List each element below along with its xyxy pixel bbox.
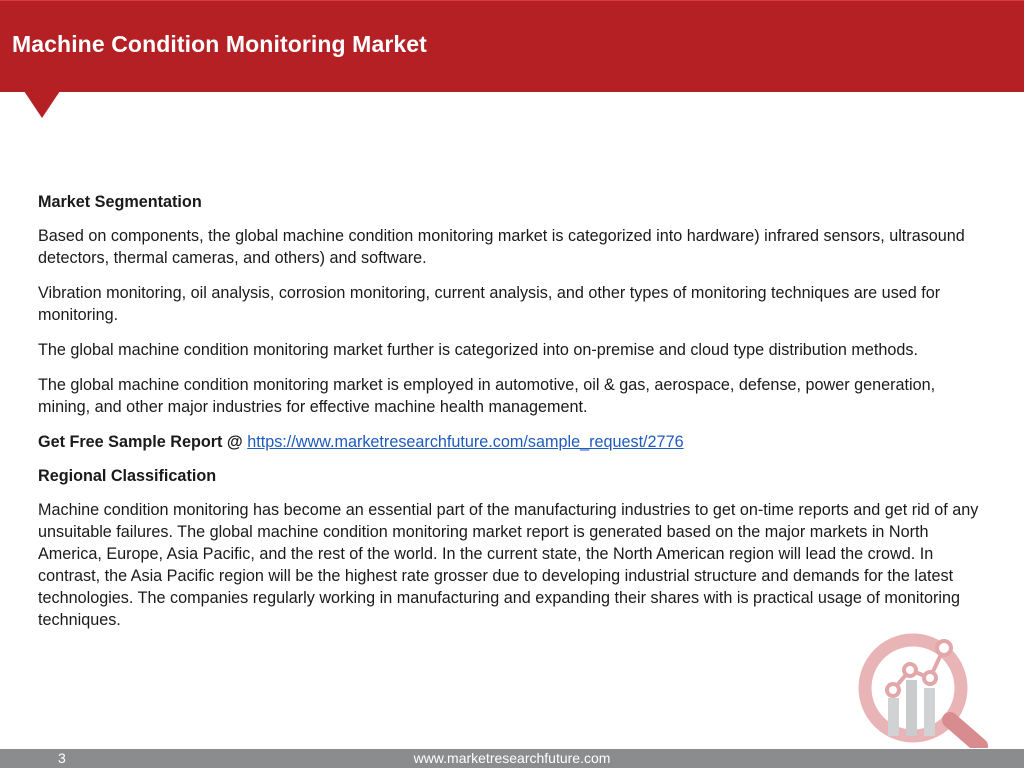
- sample-report-line: [38, 431, 988, 453]
- paragraph-industries: The global machine condition monitoring market is employed in automotive, oil & gas, aerospace, defense, power generation, mining, and other major industries for effective machine health management.: [38, 376, 936, 416]
- magnifier-chart-logo-icon: [858, 628, 994, 748]
- slide-title: Machine Condition Monitoring Market: [12, 31, 427, 57]
- paragraph-regional: Machine condition monitoring has become an essential part of the manufacturing industries to get on-time reports and get rid of any unsuitable failures. The global machine condition monitoring market report is generated based on the major markets in North America, Europe, Asia Pacific, and the rest of the world. In the current state, the North American region will lead the crowd. In contrast, the Asia Pacific region will be the highest rate grosser due to developing industrial structure and demands for the latest technologies. The companies regularly working in manufacturing and expanding their shares with is practical usage of monitoring techniques.: [38, 501, 979, 629]
- paragraph-techniques: Vibration monitoring, oil analysis, corrosion monitoring, current analysis, and other types of monitoring techniques are used for monitoring.: [38, 284, 941, 324]
- sample-report-label: Get Free Sample Report @: [38, 433, 243, 451]
- paragraph-components: Based on components, the global machine condition monitoring market is categorized into hardware) infrared sensors, ultrasound detectors, thermal cameras, and others) and software.: [38, 227, 965, 267]
- header-pointer-triangle: [24, 91, 60, 118]
- page-number: 3: [58, 750, 66, 766]
- footer-website: www.marketresearchfuture.com: [413, 750, 611, 766]
- slide-header: [0, 0, 1024, 92]
- slide-body: [38, 191, 988, 644]
- slide-footer: [0, 749, 1024, 768]
- paragraph-distribution: The global machine condition monitoring market further is categorized into on-premise and cloud type distribution methods.: [38, 341, 918, 359]
- regional-heading: Regional Classification: [38, 467, 217, 485]
- segmentation-heading: Market Segmentation: [38, 193, 202, 211]
- sample-report-link[interactable]: https://www.marketresearchfuture.com/sample_request/2776: [247, 433, 684, 451]
